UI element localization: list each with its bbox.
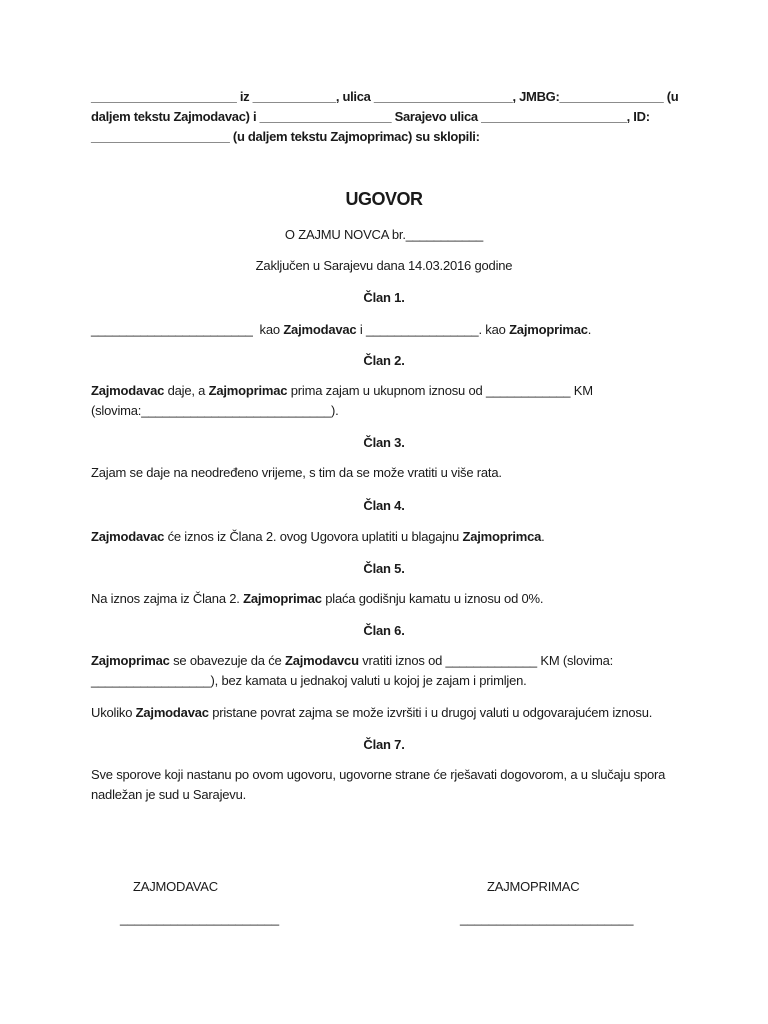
party-name: Zajmoprimca xyxy=(462,529,542,544)
party-name: Zajmodavac xyxy=(91,529,165,544)
article-4-heading: Član 4. xyxy=(363,498,405,513)
article-6-text: Zajmoprimac se obavezuje da će Zajmodavcu vratiti iznos od _____________ KM (slovima: _________________), bez kamata u jednakoj valuti u kojoj je zajam i primljen. xyxy=(91,653,614,688)
lender-signature-label: ZAJMODAVAC xyxy=(133,879,218,894)
party-name: Zajmoprimac xyxy=(208,383,288,398)
party-name: Zajmoprimac xyxy=(509,322,588,337)
party-name: Zajmoprimac xyxy=(91,653,170,668)
article-1-text: _______________________ kao Zajmodavac i ________________. kao Zajmoprimac. xyxy=(91,322,592,337)
borrower-signature-line: ________________________ xyxy=(460,911,634,926)
article-5-heading: Član 5. xyxy=(363,561,405,576)
party-name: Zajmoprimac xyxy=(243,591,322,606)
article-5-text: Na iznos zajma iz Člana 2. Zajmoprimac plaća godišnju kamatu u iznosu od 0%. xyxy=(91,591,544,606)
party-name: Zajmodavac xyxy=(283,322,357,337)
contract-title: UGOVOR xyxy=(345,189,423,209)
contract-subtitle: O ZAJMU NOVCA br.___________ xyxy=(284,227,484,242)
article-7-text: Sve sporove koji nastanu po ovom ugovoru, ugovorne strane će rješavati dogovorom, a u slučaju spora nadležan je sud u Sarajevu. xyxy=(91,767,666,802)
lender-signature-line: ______________________ xyxy=(120,911,280,926)
article-1-heading: Član 1. xyxy=(363,290,405,305)
article-3-heading: Član 3. xyxy=(363,435,405,450)
borrower-signature-label: ZAJMOPRIMAC xyxy=(487,879,580,894)
article-3-text: Zajam se daje na neodređeno vrijeme, s tim da se može vratiti u više rata. xyxy=(91,465,502,480)
article-6-heading: Član 6. xyxy=(363,623,405,638)
party-name: Zajmodavac xyxy=(135,705,209,720)
blank-field: _______________________ xyxy=(91,322,253,337)
article-2-heading: Član 2. xyxy=(363,353,405,368)
intro-line-1: _____________________ iz ____________, ulica ____________________, JMBG:_______________ (u xyxy=(91,89,679,104)
parties-intro xyxy=(91,87,691,147)
article-2-text: Zajmodavac daje, a Zajmoprimac prima zajam u ukupnom iznosu od ____________ KM (slovima:___________________________). xyxy=(91,383,593,418)
article-6-second-paragraph: Ukoliko Zajmodavac pristane povrat zajma se može izvršiti i u drugoj valuti u odgovarajućem iznosu. xyxy=(91,705,653,720)
intro-line-2: daljem tekstu Zajmodavac) i ___________________ Sarajevo ulica _____________________, ID: xyxy=(91,109,650,124)
party-name: Zajmodavac xyxy=(91,383,165,398)
party-name: Zajmodavcu xyxy=(284,653,359,668)
article-4-text: Zajmodavac će iznos iz Člana 2. ovog Ugovora uplatiti u blagajnu Zajmoprimca. xyxy=(91,529,545,544)
intro-line-3: ____________________ (u daljem tekstu Zajmoprimac) su sklopili: xyxy=(91,129,480,144)
conclusion-date-line: Zaključen u Sarajevu dana 14.03.2016 godine xyxy=(255,258,513,273)
article-7-heading: Član 7. xyxy=(363,737,405,752)
